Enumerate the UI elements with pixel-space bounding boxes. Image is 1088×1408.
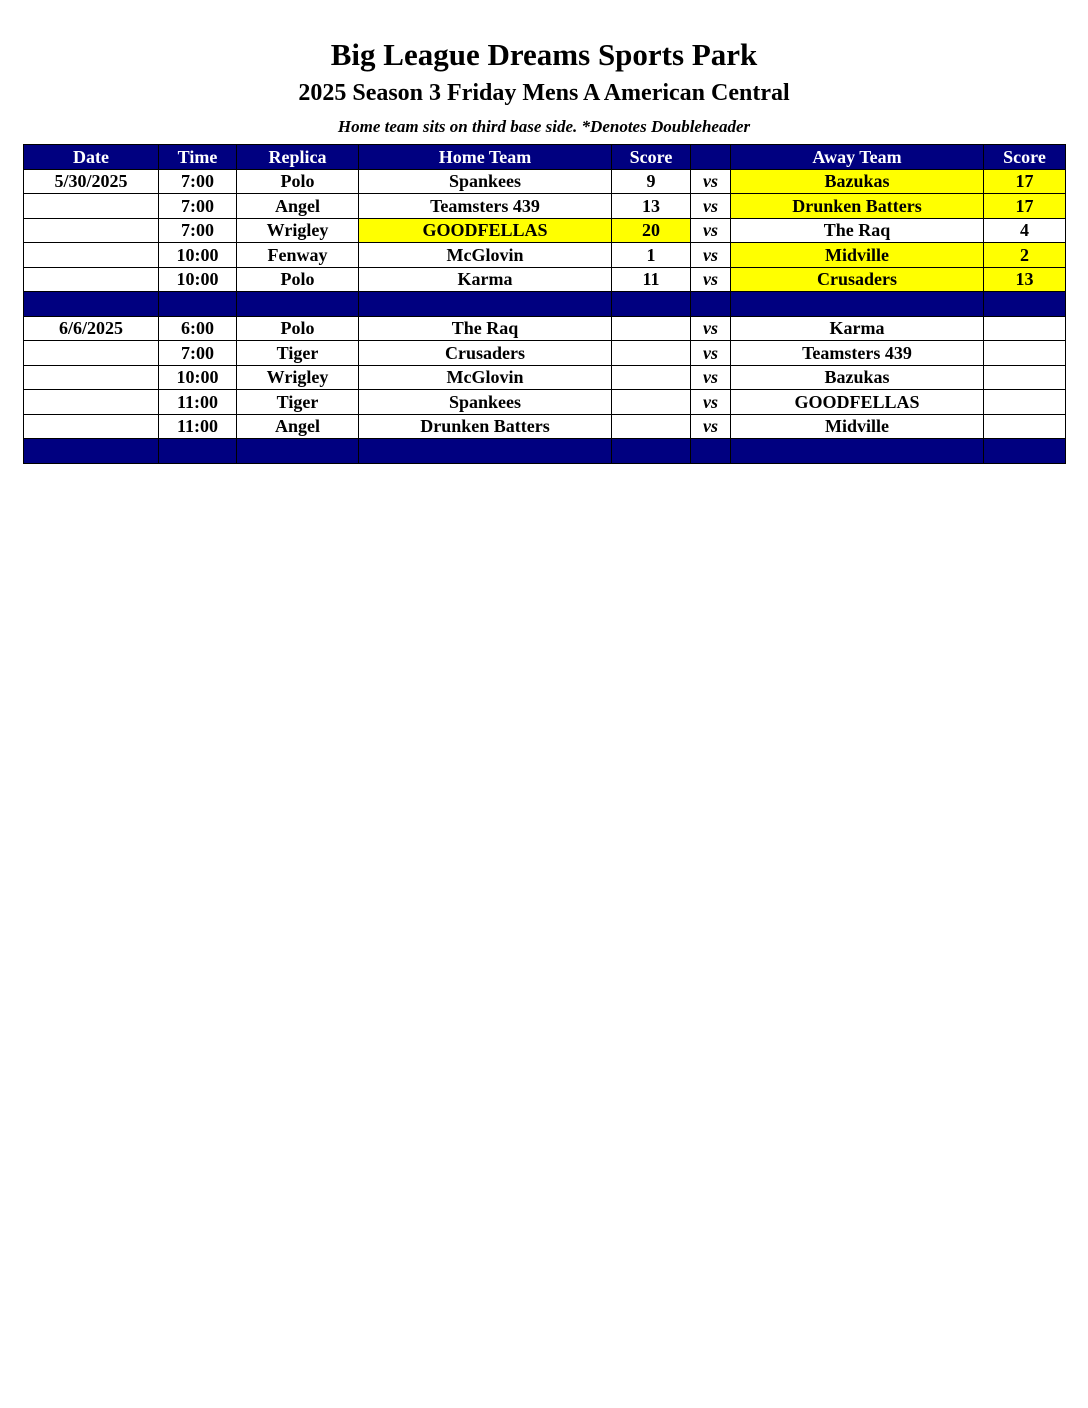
game-date-cell: 5/30/2025 [24,169,159,194]
game-time-cell: 7:00 [159,169,237,194]
field-replica-cell: Polo [237,169,359,194]
away-team-cell: Teamsters 439 [731,341,984,366]
game-time-cell: 10:00 [159,243,237,268]
field-replica-cell: Fenway [237,243,359,268]
field-replica-cell: Tiger [237,390,359,415]
vs-cell: vs [691,267,731,292]
header-row [24,145,1066,170]
separator-cell [24,439,159,464]
header-date: Date [24,145,159,170]
home-team-cell: GOODFELLAS [359,218,612,243]
game-time-cell: 7:00 [159,341,237,366]
away-score-cell: 4 [984,218,1066,243]
game-date-cell [24,414,159,439]
game-row [24,390,1066,415]
away-team-cell: The Raq [731,218,984,243]
away-score-cell: 2 [984,243,1066,268]
home-team-cell: McGlovin [359,365,612,390]
home-team-cell: Drunken Batters [359,414,612,439]
game-time-cell: 7:00 [159,194,237,219]
vs-cell: vs [691,194,731,219]
away-team-cell: Bazukas [731,365,984,390]
home-score-cell [612,341,691,366]
away-team-cell: Karma [731,316,984,341]
separator-cell [237,292,359,317]
separator-cell [159,292,237,317]
away-score-cell [984,341,1066,366]
home-team-cell: Karma [359,267,612,292]
game-row [24,341,1066,366]
game-row [24,414,1066,439]
vs-cell: vs [691,169,731,194]
game-time-cell: 11:00 [159,414,237,439]
home-score-cell: 9 [612,169,691,194]
schedule-body [24,169,1066,463]
away-team-cell: Bazukas [731,169,984,194]
vs-cell: vs [691,316,731,341]
away-score-cell [984,390,1066,415]
vs-cell: vs [691,218,731,243]
home-score-cell [612,316,691,341]
game-date-cell [24,390,159,415]
game-time-cell: 10:00 [159,267,237,292]
home-team-cell: McGlovin [359,243,612,268]
game-date-cell [24,341,159,366]
separator-cell [984,439,1066,464]
game-time-cell: 6:00 [159,316,237,341]
field-replica-cell: Polo [237,267,359,292]
game-row [24,365,1066,390]
header-away-team: Away Team [731,145,984,170]
field-replica-cell: Angel [237,414,359,439]
home-team-cell: Spankees [359,169,612,194]
game-row [24,194,1066,219]
header-home-team: Home Team [359,145,612,170]
home-score-cell: 11 [612,267,691,292]
game-date-cell [24,243,159,268]
vs-cell: vs [691,390,731,415]
away-score-cell: 13 [984,267,1066,292]
separator-cell [984,292,1066,317]
page-title: Big League Dreams Sports Park [330,37,758,72]
header-vs [691,145,731,170]
separator-cell [359,292,612,317]
separator-cell [159,439,237,464]
home-score-cell: 13 [612,194,691,219]
separator-cell [24,292,159,317]
separator-cell [237,439,359,464]
home-team-cell: Teamsters 439 [359,194,612,219]
page-subtitle: 2025 Season 3 Friday Mens A American Central [298,80,790,106]
separator-cell [612,292,691,317]
header-home-score: Score [612,145,691,170]
game-time-cell: 10:00 [159,365,237,390]
separator-cell [731,292,984,317]
game-date-cell [24,194,159,219]
game-date-cell [24,218,159,243]
vs-cell: vs [691,243,731,268]
game-row [24,218,1066,243]
field-replica-cell: Polo [237,316,359,341]
home-score-cell [612,390,691,415]
field-replica-cell: Tiger [237,341,359,366]
game-date-cell [24,267,159,292]
home-score-cell: 1 [612,243,691,268]
field-replica-cell: Angel [237,194,359,219]
home-score-cell: 20 [612,218,691,243]
game-date-cell [24,365,159,390]
away-team-cell: Drunken Batters [731,194,984,219]
schedule-note: Home team sits on third base side. *Denotes Doubleheader [337,117,751,136]
away-score-cell: 17 [984,169,1066,194]
away-score-cell [984,414,1066,439]
game-row [24,316,1066,341]
field-replica-cell: Wrigley [237,365,359,390]
game-date-cell: 6/6/2025 [24,316,159,341]
away-score-cell [984,316,1066,341]
header-replica: Replica [237,145,359,170]
away-team-cell: GOODFELLAS [731,390,984,415]
away-team-cell: Crusaders [731,267,984,292]
week-separator-row [24,439,1066,464]
game-time-cell: 11:00 [159,390,237,415]
game-row [24,243,1066,268]
home-score-cell [612,365,691,390]
away-score-cell [984,365,1066,390]
home-team-cell: The Raq [359,316,612,341]
game-time-cell: 7:00 [159,218,237,243]
vs-cell: vs [691,341,731,366]
separator-cell [612,439,691,464]
week-separator-row [24,292,1066,317]
separator-cell [691,292,731,317]
schedule-table [23,144,1066,464]
separator-cell [731,439,984,464]
separator-cell [691,439,731,464]
separator-cell [359,439,612,464]
field-replica-cell: Wrigley [237,218,359,243]
away-team-cell: Midville [731,414,984,439]
game-row [24,169,1066,194]
vs-cell: vs [691,365,731,390]
away-team-cell: Midville [731,243,984,268]
game-row [24,267,1066,292]
header-time: Time [159,145,237,170]
header-away-score: Score [984,145,1066,170]
home-team-cell: Crusaders [359,341,612,366]
away-score-cell: 17 [984,194,1066,219]
vs-cell: vs [691,414,731,439]
home-score-cell [612,414,691,439]
home-team-cell: Spankees [359,390,612,415]
